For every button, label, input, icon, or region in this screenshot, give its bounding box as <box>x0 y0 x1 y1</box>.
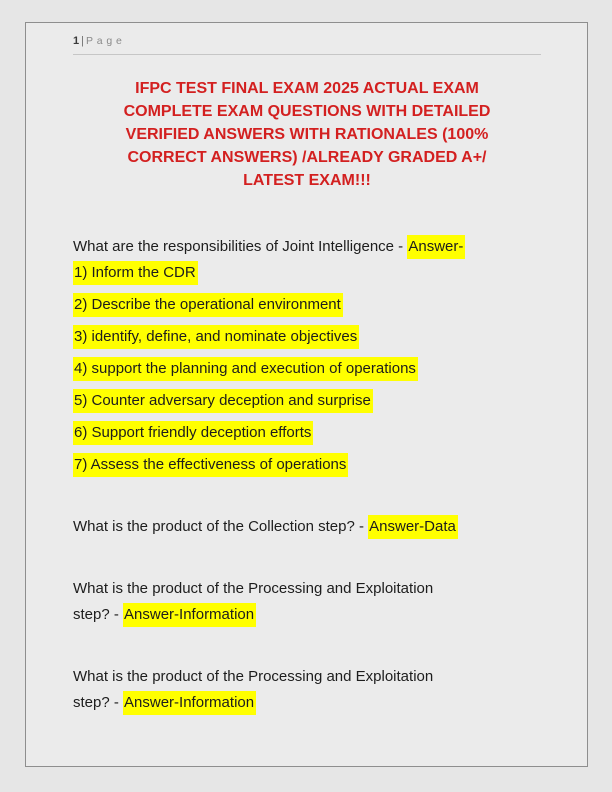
exam-title-line: VERIFIED ANSWERS WITH RATIONALES (100% <box>125 126 489 143</box>
text-line <box>73 664 541 690</box>
qa-question <box>73 664 541 716</box>
text-line <box>73 234 541 260</box>
exam-title <box>73 77 541 192</box>
highlighted-answer-text: 4) support the planning and execution of operations <box>73 357 418 381</box>
highlighted-answer-text: 3) identify, define, and nominate objectives <box>73 325 359 349</box>
qa-question <box>73 514 541 540</box>
qa-question <box>73 576 541 628</box>
highlighted-answer-text: 6) Support friendly deception efforts <box>73 421 313 445</box>
qa-answer-item <box>73 292 541 318</box>
question-text: What is the product of the Collection step? - <box>73 518 369 535</box>
text-line <box>73 388 541 414</box>
highlighted-answer-text: Answer-Information <box>123 603 256 627</box>
qa-question <box>73 234 541 286</box>
text-line <box>73 260 541 286</box>
qa-section <box>73 234 541 716</box>
highlighted-answer-text: 1) Inform the CDR <box>73 261 198 285</box>
highlighted-answer-text: 2) Describe the operational environment <box>73 293 343 317</box>
text-line <box>73 420 541 446</box>
page-header-label: Page <box>85 35 126 47</box>
text-line <box>73 690 541 716</box>
exam-title-line: IFPC TEST FINAL EXAM 2025 ACTUAL EXAM <box>135 80 479 97</box>
highlighted-answer-text: Answer-Information <box>123 691 256 715</box>
question-text: What are the responsibilities of Joint Intelligence - <box>73 238 408 255</box>
exam-title-line: COMPLETE EXAM QUESTIONS WITH DETAILED <box>123 103 491 120</box>
question-text: What is the product of the Processing and Exploitation <box>73 580 434 597</box>
highlighted-answer-text: 7) Assess the effectiveness of operations <box>73 453 348 477</box>
page-header <box>73 35 541 55</box>
text-line <box>73 576 541 602</box>
text-line <box>73 356 541 382</box>
qa-answer-item <box>73 420 541 446</box>
qa-answer-item <box>73 388 541 414</box>
question-text: What is the product of the Processing and Exploitation <box>73 668 434 685</box>
page-header-separator: | <box>81 35 84 47</box>
exam-title-line: CORRECT ANSWERS) /ALREADY GRADED A+/ <box>127 149 487 166</box>
question-text: step? - <box>73 694 124 711</box>
text-line <box>73 602 541 628</box>
qa-answer-item <box>73 356 541 382</box>
exam-title-line: LATEST EXAM!!! <box>243 172 371 189</box>
highlighted-answer-text: 5) Counter adversary deception and surprise <box>73 389 373 413</box>
question-text: step? - <box>73 606 124 623</box>
text-line <box>73 514 541 540</box>
page-content <box>26 23 587 716</box>
qa-answer-item <box>73 452 541 478</box>
page-number: 1 <box>73 35 81 47</box>
highlighted-answer-text: Answer-Data <box>368 515 458 539</box>
document-page <box>25 22 588 767</box>
text-line <box>73 452 541 478</box>
highlighted-answer-text: Answer- <box>407 235 465 259</box>
qa-answer-item <box>73 324 541 350</box>
text-line <box>73 324 541 350</box>
text-line <box>73 292 541 318</box>
